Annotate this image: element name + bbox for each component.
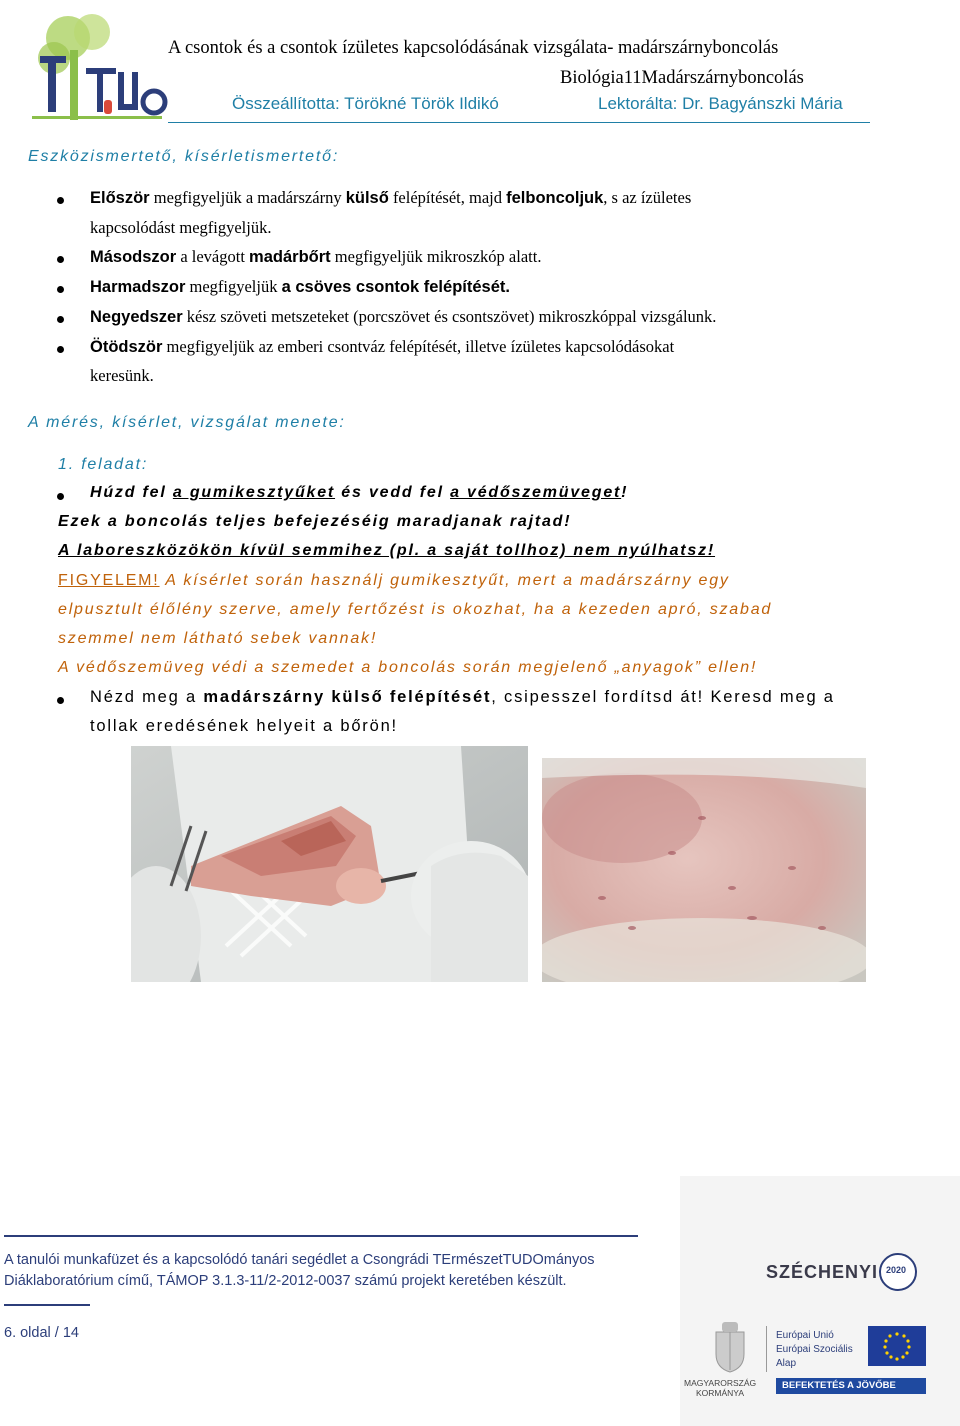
page-rule: [4, 1304, 90, 1306]
bullet-icon: [57, 697, 64, 704]
list-item: Először megfigyeljük a madárszárny külső felépítését, majd felboncoljuk, s az ízületes: [90, 188, 692, 207]
invest-banner: [776, 1378, 926, 1394]
divider: [766, 1326, 767, 1372]
eu-label-line3: Alap: [776, 1358, 797, 1369]
list-item: Negyedszer kész szöveti metszeteket (porcszövet és csontszövet) mikroszkóppal vizsgálunk.: [90, 307, 717, 326]
footer-rule: [4, 1235, 638, 1237]
list-item: Ötödször megfigyeljük az emberi csontváz felépítését, illetve ízületes kapcsolódásokat: [90, 337, 675, 356]
list-item: Harmadszor megfigyeljük a csöves csontok felépítését.: [90, 277, 510, 296]
szechenyi-label: SZÉCHENYI: [766, 1262, 879, 1282]
header-rule: [168, 122, 870, 123]
warning-paragraph: FIGYELEM! A kísérlet során használj gumikesztyűt, mert a madárszárny egy: [58, 572, 730, 589]
hungary-government-line1: MAGYARORSZÁG: [684, 1378, 757, 1388]
bullet-icon: [57, 493, 64, 500]
invest-label: BEFEKTETÉS A JÖVŐBE: [782, 1380, 896, 1391]
warning-line2: elpusztult élőlény szerve, amely fertőzést is okozhat, ha a kezeden apró, szabad: [58, 601, 773, 618]
instruction-observe: Nézd meg a madárszárny külső felépítését, csipesszel fordítsd át! Keresd meg a: [90, 688, 835, 706]
section-heading-procedure: A mérés, kísérlet, vizsgálat menete:: [28, 414, 346, 431]
project-info-line1: A tanulói munkafüzet és a kapcsolódó tanári segédlet a Csongrádi TErmészetTUDOmányos: [4, 1252, 595, 1268]
eu-label-line1: Európai Unió: [776, 1330, 834, 1341]
bullet-icon: [57, 316, 64, 323]
list-item-continued: keresünk.: [90, 366, 154, 385]
instruction-gloves: Húzd fel a gumikesztyűket és vedd fel a védőszemüveget!: [90, 484, 629, 501]
instruction-keep-on: Ezek a boncolás teljes befejezéséig maradjanak rajtad!: [58, 513, 572, 530]
bullet-icon: [57, 346, 64, 353]
compiled-by: Összeállította: Törökné Török Ildikó: [232, 94, 499, 113]
instruction-observe-continued: tollak eredésének helyeit a bőrön!: [90, 717, 398, 735]
hungary-coat-of-arms-icon: [710, 1320, 750, 1374]
reviewed-by: Lektorálta: Dr. Bagyánszki Mária: [598, 94, 843, 113]
bullet-icon: [57, 197, 64, 204]
szechenyi-year: 2020: [886, 1265, 907, 1275]
bullet-icon: [57, 286, 64, 293]
eu-flag-icon: [868, 1326, 926, 1366]
bird-skin-closeup-photo: [542, 758, 866, 982]
goggles-note: A védőszemüveg védi a szemedet a boncolás során megjelenő „anyagok” ellen!: [58, 659, 758, 676]
eu-label-line2: Európai Szociális: [776, 1344, 853, 1355]
instruction-no-touch: A laboreszközökön kívül semmihez (pl. a saját tollhoz) nem nyúlhatsz!: [58, 542, 716, 559]
bullet-icon: [57, 256, 64, 263]
header-title-line1: A csontok és a csontok ízületes kapcsolódásának vizsgálata- madárszárnyboncolás: [168, 38, 779, 58]
hungary-government-line2: KORMÁNYA: [696, 1388, 745, 1398]
etudo-logo: [30, 8, 170, 124]
header-title-line2: Biológia11Madárszárnyboncolás: [560, 68, 804, 88]
funding-logo-block: [680, 1176, 960, 1426]
wing-dissection-photo: [131, 746, 528, 982]
section-heading-tools: Eszközismertető, kísérletismertető:: [28, 148, 340, 165]
project-info-line2: Diáklaboratórium című, TÁMOP 3.1.3-11/2-2012-0037 számú projekt keretében készült.: [4, 1273, 567, 1289]
warning-line3: szemmel nem látható sebek vannak!: [58, 630, 378, 647]
page-number: 6. oldal / 14: [4, 1325, 79, 1341]
task-label: 1. feladat:: [58, 456, 149, 473]
list-item: Másodszor a levágott madárbőrt megfigyeljük mikroszkóp alatt.: [90, 247, 542, 266]
list-item-continued: kapcsolódást megfigyeljük.: [90, 218, 272, 237]
